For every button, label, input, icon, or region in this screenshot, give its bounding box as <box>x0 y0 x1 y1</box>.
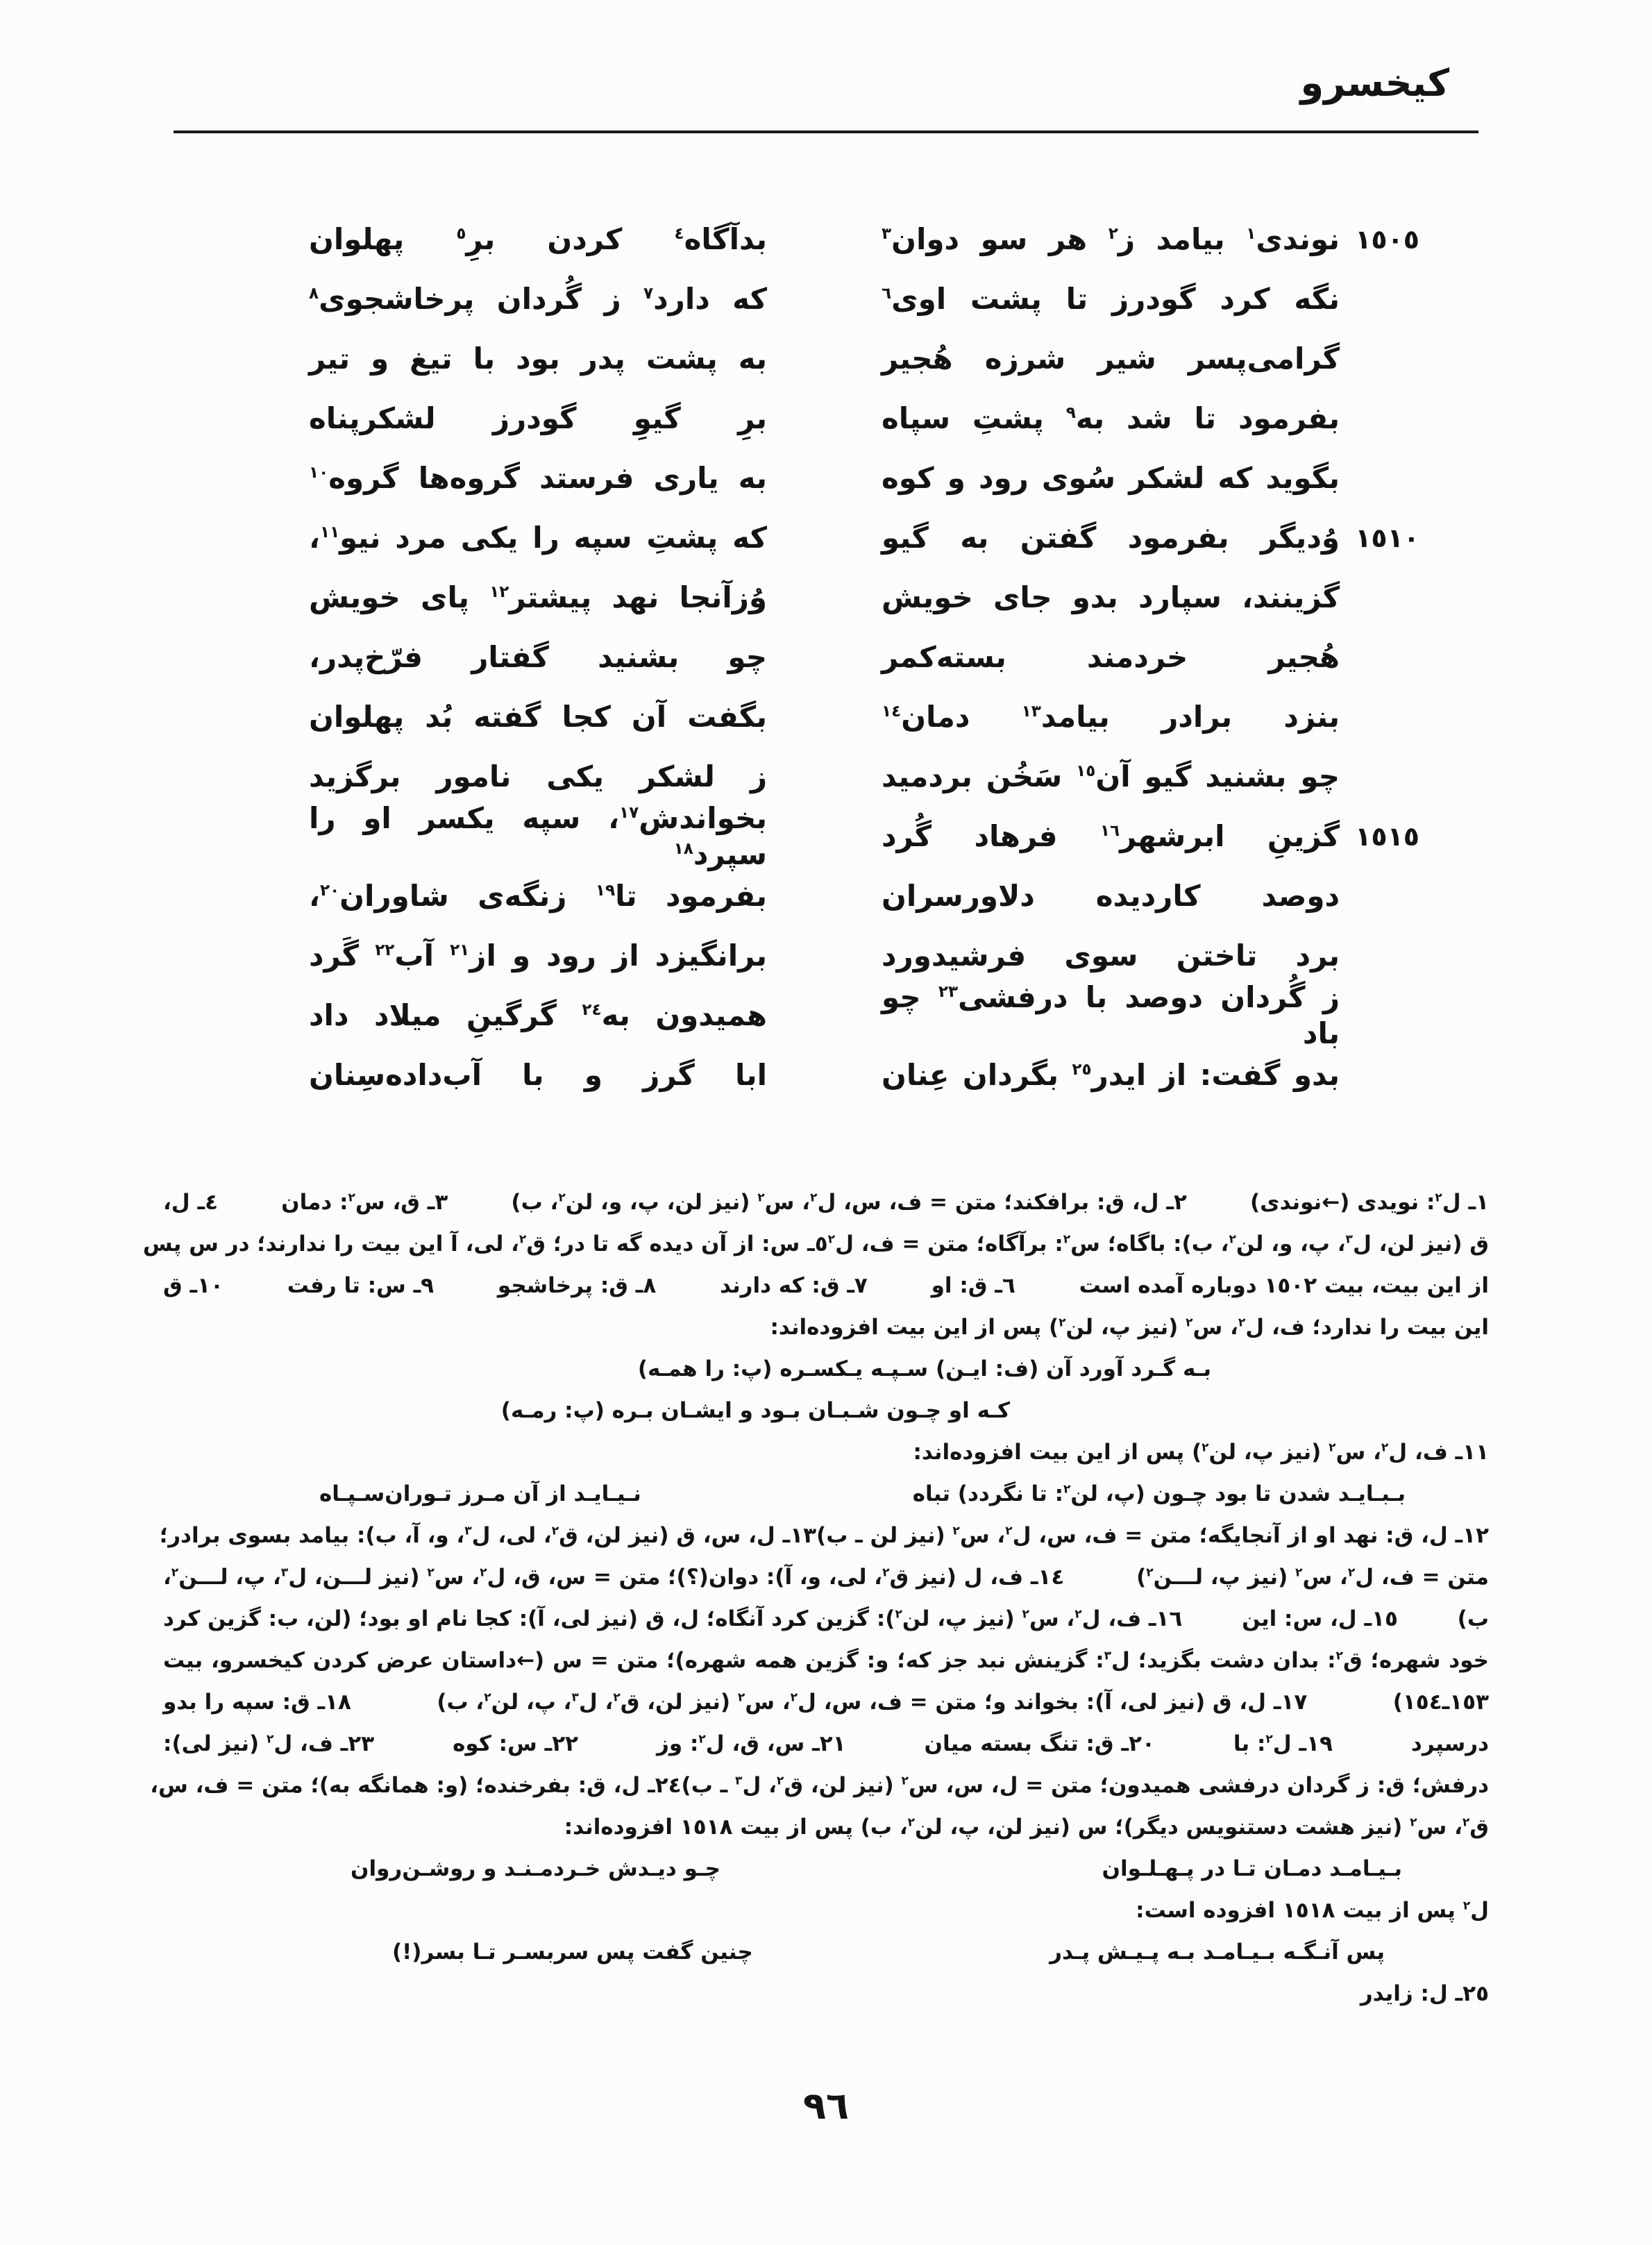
hemistich-right: گزینِ ابرشهر$^{١٦}$ فرهاد گُرد <box>882 818 1340 853</box>
footnote-segment: ١٨ـ ق: سپه را بدو <box>163 1690 351 1715</box>
footnote-row <box>163 1890 1489 1931</box>
footnote-added-verse-row <box>163 1390 1489 1431</box>
footnote-segment: ١٧ـ ل، ق (نیز لی، آ): بخواند و؛ متن = ف، س، ل$^٢$، س$^٢$ (نیز لن، ق$^٢$، ل$^٣$، پ، لن$^٢$، ب) <box>437 1690 1308 1715</box>
verse-row <box>309 979 1419 1050</box>
footnote-segment: از این بیت، بیت ١٥٠٢ دوباره آمده است <box>1079 1273 1489 1298</box>
hemistich-left: ز لشکر یکی نامور برگزید <box>309 759 767 793</box>
footnote-row <box>163 1431 1489 1473</box>
footnote-row <box>163 1556 1489 1598</box>
hemistich-left: به پشت پدر بود با تیغ و تیر <box>309 341 767 376</box>
footnote-segment: متن = ف، ل$^٢$، س$^٢$ (نیز پ، لـــن$^٢$) <box>1136 1565 1489 1590</box>
hemistich-right: بگوید که لشکر سُوی رود و کوه <box>882 460 1340 495</box>
footnote-segment: ل$^٢$ پس از بیت ١٥١٨ افزوده است: <box>1136 1898 1489 1923</box>
hemistich-left: بفرمود تا$^{١٩}$ زنگه‌ی شاوران$^{٢٠}$، <box>309 878 767 913</box>
footnote-segment: خود شهره؛ ق$^٢$: بدان دشت بگزید؛ ل$^٣$: گزینش نبد جز که؛ و: گزین همه شهره)؛ متن = س (←داستان عرض کردن کیخسرو، بیت <box>163 1648 1489 1673</box>
footnote-segment: ٩ـ س: تا رفت <box>287 1273 435 1298</box>
footnote-segment: ٢٤ـ ل، ق: بفرخنده؛ (و: همانگه به)؛ متن = ف، س، <box>150 1773 682 1798</box>
verse-row <box>309 329 1419 389</box>
footnote-segment: ١٥٣ـ١٥٤) <box>1392 1690 1489 1715</box>
hemistich-left: که دارد$^٧$ ز گُردان پرخاشجوی$^٨$ <box>309 281 768 316</box>
footnote-segment: درسپرد <box>1410 1731 1489 1756</box>
hemistich-left: بخواندش$^{١٧}$، سپه یکسر او را سپرد$^{١٨}$ <box>309 800 767 871</box>
header-rule <box>174 131 1478 133</box>
footnote-row <box>163 1723 1489 1765</box>
verse-row <box>309 269 1419 329</box>
footnote-row <box>163 1265 1489 1306</box>
footnote-segment: ٥ـ س: از آن دیده گه تا در؛ ق$^٢$، لی، آ این بیت را ندارند؛ در س پس <box>142 1231 828 1256</box>
footnote-segment: ق (نیز لن، ل$^٣$، پ، و، لن$^٢$، ب): باگاه؛ س$^٢$: برآگاه؛ متن = ف، ل$^٢$ <box>827 1231 1489 1256</box>
hemistich-right: دوصد کاردیده دلاورسران <box>882 878 1340 913</box>
hemistich-right: گزینند، سپارد بدو جای خویش <box>882 580 1340 614</box>
verse-number: ١٥٠٥ <box>1355 224 1419 255</box>
hemistich-right: نگه کرد گودرز تا پشت اوی$^٦$ <box>882 281 1340 316</box>
footnote-row <box>163 1598 1489 1640</box>
footnote-added-verse-hemistich: بـبـایـد شدن تا بود چـون (پ، لن$^٢$: تا نگردد) تباه <box>912 1481 1406 1506</box>
hemistich-right: گرامی‌پسر شیر شرزه هُجیر <box>882 341 1340 376</box>
footnote-row <box>163 1640 1489 1681</box>
hemistich-right: بنزد برادر بیامد$^{١٣}$ دمان$^{١٤}$ <box>882 699 1340 734</box>
apparatus <box>142 1182 1489 2015</box>
footnote-segment: ٢١ـ س، ق، ل$^٢$: وز <box>657 1731 846 1756</box>
footnote-added-verse-hemistich: کـه او چـون شـبـان بـود و ایشـان بـره (پ: رمـه) <box>500 1398 1010 1423</box>
footnote-segment: ٨ـ ق: پرخاشجو <box>497 1273 657 1298</box>
footnote-added-verse-row <box>163 1473 1489 1515</box>
hemistich-right: هُجیر خردمند بسته‌کمر <box>882 639 1340 674</box>
verse-row <box>309 926 1419 986</box>
footnote-row <box>142 1223 1489 1265</box>
hemistich-right: نوندی$^١$ بیامد ز$^٢$ هر سو دوان$^٣$ <box>882 221 1340 256</box>
footnote-segment: ب) <box>1457 1606 1489 1631</box>
verse-row <box>309 866 1419 926</box>
footnote-segment: ٢٥ـ ل: زایدر <box>1360 1981 1489 2006</box>
footnote-segment: ١٠ـ ق <box>163 1273 224 1298</box>
hemistich-right: بدو گفت: از ایدر$^{٢٥}$ بگردان عِنان <box>882 1057 1340 1092</box>
hemistich-left: برانگیزد از رود و از$^{٢١}$ آب$^{٢٢}$ گَرد <box>309 938 767 973</box>
footnote-row <box>163 1806 1489 1848</box>
footnote-row <box>163 1182 1489 1223</box>
footnote-segment: ١١ـ ف، ل$^٢$، س$^٢$ (نیز پ، لن$^٢$) پس از این بیت افزوده‌اند: <box>913 1440 1489 1465</box>
poem <box>309 210 1419 1105</box>
hemistich-left: برِ گیوِ گودرز لشکرپناه <box>309 401 767 435</box>
footnote-segment: ق$^٢$، س$^٢$ (نیز هشت دستنویس دیگر)؛ س (نیز لن، پ، لن$^٢$، ب) پس از بیت ١٥١٨ افزوده‌اند: <box>564 1815 1489 1840</box>
footnote-row <box>163 1306 1489 1348</box>
footnote-added-verse-row <box>163 1848 1489 1890</box>
hemistich-left: ابا گرز و با آب‌داده‌سِنان <box>309 1057 767 1092</box>
hemistich-right: بفرمود تا شد به$^٩$ پشتِ سپاه <box>882 401 1340 435</box>
footnote-segment: ١٣ـ ل، س، ق (نیز لن، ق$^٢$، لی، ل$^٣$، و، آ، ب): بیامد بسوی برادر؛ <box>159 1523 817 1548</box>
footnote-segment: ٢٠ـ ق: تنگ بسته میان <box>924 1731 1155 1756</box>
hemistich-left: همیدون به$^{٢٤}$ گرگینِ میلاد داد <box>309 998 767 1032</box>
verse-row <box>309 448 1419 508</box>
footnote-added-verse-row <box>163 1348 1489 1390</box>
hemistich-right: ز گُردان دوصد با درفشی$^{٢٣}$ چو باد <box>882 979 1340 1050</box>
hemistich-left: چو بشنید گفتار فرّخ‌پدر، <box>309 639 767 674</box>
footnote-segment: ١٥ـ ل، س: این <box>1242 1606 1398 1631</box>
footnote-row <box>159 1515 1489 1556</box>
footnote-segment: ٤ـ ل، <box>163 1190 218 1215</box>
footnote-row <box>163 1681 1489 1723</box>
footnote-segment: ١٤ـ ف، ل (نیز ق$^٢$، لی، و، آ): دوان(؟)؛ متن = س، ق، ل$^٢$، س$^٢$ (نیز لـــن، ل$^٣$، پ، لـــن$^٢$، <box>163 1565 1065 1590</box>
footnote-segment: ١٩ـ ل$^٢$: با <box>1233 1731 1333 1756</box>
page-number: ٩٦ <box>803 2084 849 2128</box>
footnote-added-verse-row <box>163 1931 1489 1973</box>
footnote-segment: ٢٢ـ س: کوه <box>453 1731 579 1756</box>
footnote-added-verse-hemistich: بـه گـرد آورد آن (ف: ایـن) سـپـه یـکسـره (پ: را همـه) <box>637 1356 1211 1381</box>
footnote-segment: ١ـ ل$^٢$: نویدی (←نوندی) <box>1250 1190 1489 1215</box>
hemistich-right: چو بشنید گیو آن$^{١٥}$ سَخُن بردمید <box>882 759 1340 793</box>
footnote-segment: ١٢ـ ل، ق: نهد او از آنجایگه؛ متن = ف، س، ل$^٢$، س$^٢$ (نیز لن ـ ب) <box>816 1523 1489 1548</box>
footnote-segment: ١٦ـ ف، ل$^٢$، س$^٢$ (نیز پ، لن$^٢$): گزین کرد آنگاه؛ ل، ق (نیز لی، آ): کجا نام او بود؛ (لن، ب: گزین کرد <box>163 1606 1183 1631</box>
verse-row <box>309 1045 1419 1105</box>
footnote-added-verse-hemistich: چنین گفت پس سربسـر تـا بسر(!) <box>392 1940 753 1965</box>
verse-row <box>309 687 1419 747</box>
verse-number: ١٥١٠ <box>1355 523 1419 553</box>
verse-number: ١٥١٥ <box>1355 821 1419 852</box>
verse-row <box>309 389 1419 448</box>
verse-row <box>309 800 1419 871</box>
footnote-segment: ٧ـ ق: که دارند <box>720 1273 868 1298</box>
footnote-segment: این بیت را ندارد؛ ف، ل$^٢$، س$^٢$ (نیز پ، لن$^٢$) پس از این بیت افزوده‌اند: <box>770 1315 1489 1340</box>
hemistich-right: برد تاختن سوی فرشیدورد <box>882 938 1340 973</box>
footnote-segment: ٣ـ ق، س$^٢$: دمان <box>281 1190 448 1215</box>
verse-row <box>309 747 1419 807</box>
hemistich-left: به یاری فرستد گروه‌ها گروه$^{١٠}$ <box>309 460 767 495</box>
footnote-segment: ٢ـ ل، ق: برافکند؛ متن = ف، س، ل$^٢$، س$^٢$ (نیز لن، پ، و، لن$^٢$، ب) <box>511 1190 1187 1215</box>
verse-row <box>309 568 1419 628</box>
footnote-row <box>163 1973 1489 2015</box>
footnote-added-verse-hemistich: پس آنـگـه بـیـامـد بـه پـیـش پـدر <box>1050 1940 1385 1965</box>
verse-row <box>309 508 1419 568</box>
hemistich-left: وُزآنجا نهد پیشتر$^{١٢}$ پای خویش <box>309 580 767 614</box>
footnote-segment: درفش؛ ق: ز گردان درفشی همیدون؛ متن = ل، س، س$^٢$ (نیز لن، ق$^٢$، ل$^٣$ ـ ب) <box>681 1773 1489 1798</box>
verse-row <box>309 210 1419 269</box>
page-header-title: کیخسرو <box>1300 61 1449 105</box>
footnote-added-verse-hemistich: نـیـایـد از آن مـرز تـوران‌سـپـاه <box>319 1481 641 1506</box>
hemistich-right: وُدیگر بفرمود گفتن به گیو <box>882 520 1340 555</box>
verse-row <box>309 628 1419 687</box>
footnote-segment: ٦ـ ق: او <box>931 1273 1015 1298</box>
footnote-segment: ٢٣ـ ف، ل$^٢$ (نیز لی): <box>163 1731 375 1756</box>
footnote-added-verse-hemistich: چـو دیـدش خـردمـنـد و روشـن‌روان <box>351 1856 721 1881</box>
footnote-row <box>150 1765 1489 1806</box>
footnote-added-verse-hemistich: بـیـامـد دمـان تـا در پـهـلـوان <box>1102 1856 1402 1881</box>
hemistich-left: بگفت آن کجا گفته بُد پهلوان <box>309 699 767 734</box>
hemistich-left: که پشتِ سپه را یکی مرد نیو$^{١١}$، <box>309 520 767 555</box>
hemistich-left: بدآگاه$^٤$ کردن برِ$^٥$ پهلوان <box>309 221 767 256</box>
